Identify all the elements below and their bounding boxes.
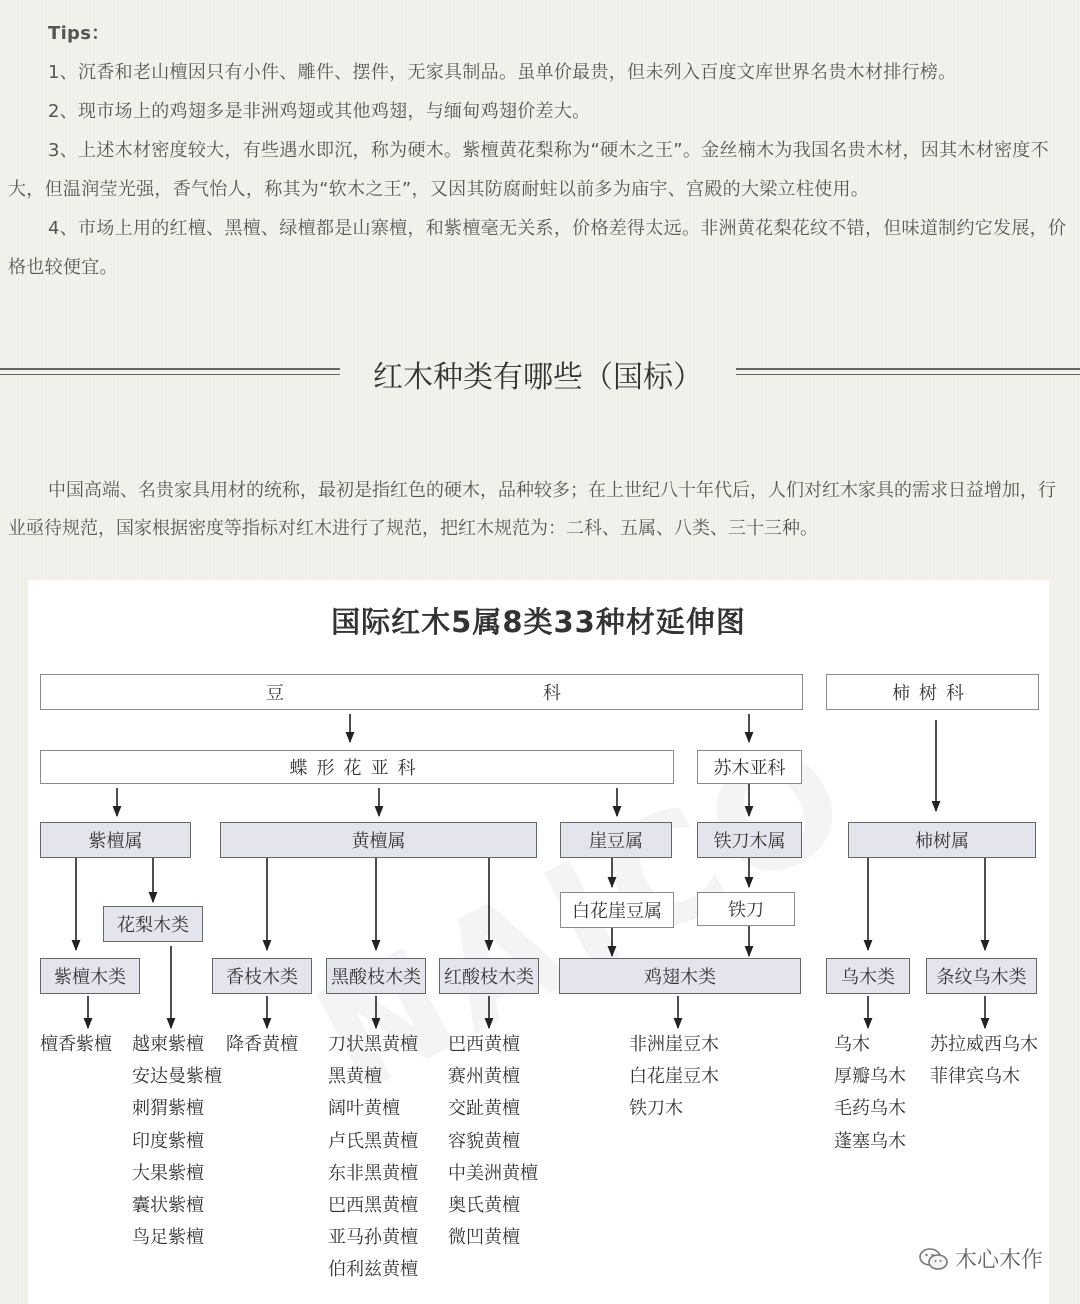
species-item: 蓬塞乌木 bbox=[834, 1130, 906, 1152]
genus-tiedao: 铁刀 bbox=[697, 892, 795, 926]
class-xiangzhi: 香枝木类 bbox=[212, 958, 312, 994]
class-heisuanzhi: 黑酸枝木类 bbox=[326, 958, 426, 994]
wechat-icon bbox=[919, 1247, 949, 1271]
species-list-wumu bbox=[834, 1029, 906, 1158]
class-zitan: 紫檀木类 bbox=[40, 958, 140, 994]
tip-item-4: 4、市场上用的红檀、黑檀、绿檀都是山寨檀，和紫檀毫无关系，价格差得太远。非洲黄花梨花纹不错，但味道制约它发展，价格也较便宜。 bbox=[8, 218, 1067, 278]
species-item: 越柬紫檀 bbox=[132, 1034, 204, 1055]
subfamily-caesalpinioideae: 苏木亚科 bbox=[697, 750, 802, 784]
intro-section bbox=[8, 472, 1068, 548]
species-item: 阔叶黄檀 bbox=[328, 1098, 400, 1120]
class-tiaowen: 条纹乌木类 bbox=[926, 958, 1037, 994]
species-item: 毛药乌木 bbox=[834, 1098, 906, 1120]
species-item: 伯利兹黄檀 bbox=[328, 1259, 418, 1281]
genus-baihua-yadou: 白花崖豆属 bbox=[560, 892, 674, 928]
section-heading bbox=[0, 352, 1080, 395]
species-item: 赛州黄檀 bbox=[448, 1066, 520, 1088]
species-list-heisuanzhi bbox=[328, 1029, 418, 1287]
genus-diospyros: 柿树属 bbox=[848, 822, 1036, 858]
family-legume-left: 豆 bbox=[266, 683, 284, 704]
heading-divider-left bbox=[0, 368, 340, 375]
species-list-hongsuanzhi bbox=[448, 1029, 538, 1254]
species-item: 降香黄檀 bbox=[226, 1034, 298, 1055]
species-item: 刀状黑黄檀 bbox=[328, 1034, 418, 1055]
species-item: 安达曼紫檀 bbox=[132, 1066, 222, 1088]
species-item: 亚马孙黄檀 bbox=[328, 1227, 418, 1249]
footer-logo bbox=[919, 1243, 1043, 1274]
species-item: 白花崖豆木 bbox=[629, 1066, 719, 1088]
species-list-jichi bbox=[629, 1029, 719, 1126]
heading-divider-right bbox=[736, 368, 1080, 375]
species-item: 乌木 bbox=[834, 1034, 870, 1055]
tips-section bbox=[8, 14, 1068, 287]
species-list-xiangzhi bbox=[226, 1029, 298, 1061]
species-item: 中美洲黄檀 bbox=[448, 1162, 538, 1184]
family-legume-right: 科 bbox=[543, 683, 561, 704]
species-item: 非洲崖豆木 bbox=[629, 1034, 719, 1055]
species-item: 巴西黑黄檀 bbox=[328, 1194, 418, 1216]
tip-item-3: 3、上述木材密度较大，有些遇水即沉，称为硬木。紫檀黄花梨称为“硬木之王”。金丝楠木为我国名贵木材，因其木材密度不大，但温润莹光强，香气怡人，称其为“软木之王”，又因其防腐耐蛀以前多为庙宇、宫殿的大梁立柱使用。 bbox=[8, 140, 1049, 200]
family-ebenaceae: 柿树科 bbox=[826, 674, 1039, 710]
species-item: 容貌黄檀 bbox=[448, 1130, 520, 1152]
species-item: 厚瓣乌木 bbox=[834, 1066, 906, 1088]
section-heading-text: 红木种类有哪些（国标） bbox=[373, 360, 703, 395]
tip-item-1: 1、沉香和老山檀因只有小件、雕件、摆件，无家具制品。虽单价最贵，但未列入百度文库世界名贵木材排行榜。 bbox=[48, 62, 957, 83]
species-item: 囊状紫檀 bbox=[132, 1194, 204, 1216]
species-item: 黑黄檀 bbox=[328, 1066, 382, 1088]
classification-diagram bbox=[28, 580, 1049, 1304]
species-item: 苏拉威西乌木 bbox=[930, 1034, 1038, 1055]
class-jichi: 鸡翅木类 bbox=[559, 958, 801, 994]
genus-pterocarpus: 紫檀属 bbox=[40, 822, 191, 858]
species-item: 菲律宾乌木 bbox=[930, 1066, 1020, 1088]
intro-paragraph: 中国高端、名贵家具用材的统称，最初是指红色的硬木，品种较多；在上世纪八十年代后，人们对红木家具的需求日益增加，行业亟待规范，国家根据密度等指标对红木进行了规范，把红木规范为：二科、五属、八类、三十三种。 bbox=[8, 480, 1056, 539]
species-item: 巴西黄檀 bbox=[448, 1034, 520, 1055]
species-item: 印度紫檀 bbox=[132, 1130, 204, 1152]
genus-dalbergia: 黄檀属 bbox=[220, 822, 537, 858]
species-item: 鸟足紫檀 bbox=[132, 1227, 204, 1249]
species-item: 交趾黄檀 bbox=[448, 1098, 520, 1120]
species-list-huali bbox=[132, 1029, 222, 1254]
class-hongsuanzhi: 红酸枝木类 bbox=[439, 958, 539, 994]
subfamily-papilionoideae: 蝶形花亚科 bbox=[40, 750, 674, 784]
species-item: 铁刀木 bbox=[629, 1098, 683, 1120]
species-item: 奥氏黄檀 bbox=[448, 1194, 520, 1216]
species-item: 大果紫檀 bbox=[132, 1162, 204, 1184]
species-list-zitan bbox=[40, 1029, 112, 1061]
footer-logo-text: 木心木作 bbox=[954, 1248, 1043, 1273]
species-item: 微凹黄檀 bbox=[448, 1227, 520, 1249]
species-item: 刺猬紫檀 bbox=[132, 1098, 204, 1120]
diagram-title: 国际红木5属8类33种材延伸图 bbox=[331, 605, 746, 639]
species-item: 东非黑黄檀 bbox=[328, 1162, 418, 1184]
species-list-tiaowen bbox=[930, 1029, 1038, 1093]
tips-title: Tips： bbox=[48, 23, 110, 44]
class-huali: 花梨木类 bbox=[103, 906, 203, 942]
tip-item-2: 2、现市场上的鸡翅多是非洲鸡翅或其他鸡翅，与缅甸鸡翅价差大。 bbox=[48, 101, 591, 122]
species-item: 卢氏黑黄檀 bbox=[328, 1130, 418, 1152]
genus-senna: 铁刀木属 bbox=[697, 822, 802, 858]
class-wumu: 乌木类 bbox=[826, 958, 910, 994]
genus-millettia: 崖豆属 bbox=[560, 822, 672, 858]
species-item: 檀香紫檀 bbox=[40, 1034, 112, 1055]
family-legume bbox=[40, 674, 803, 710]
